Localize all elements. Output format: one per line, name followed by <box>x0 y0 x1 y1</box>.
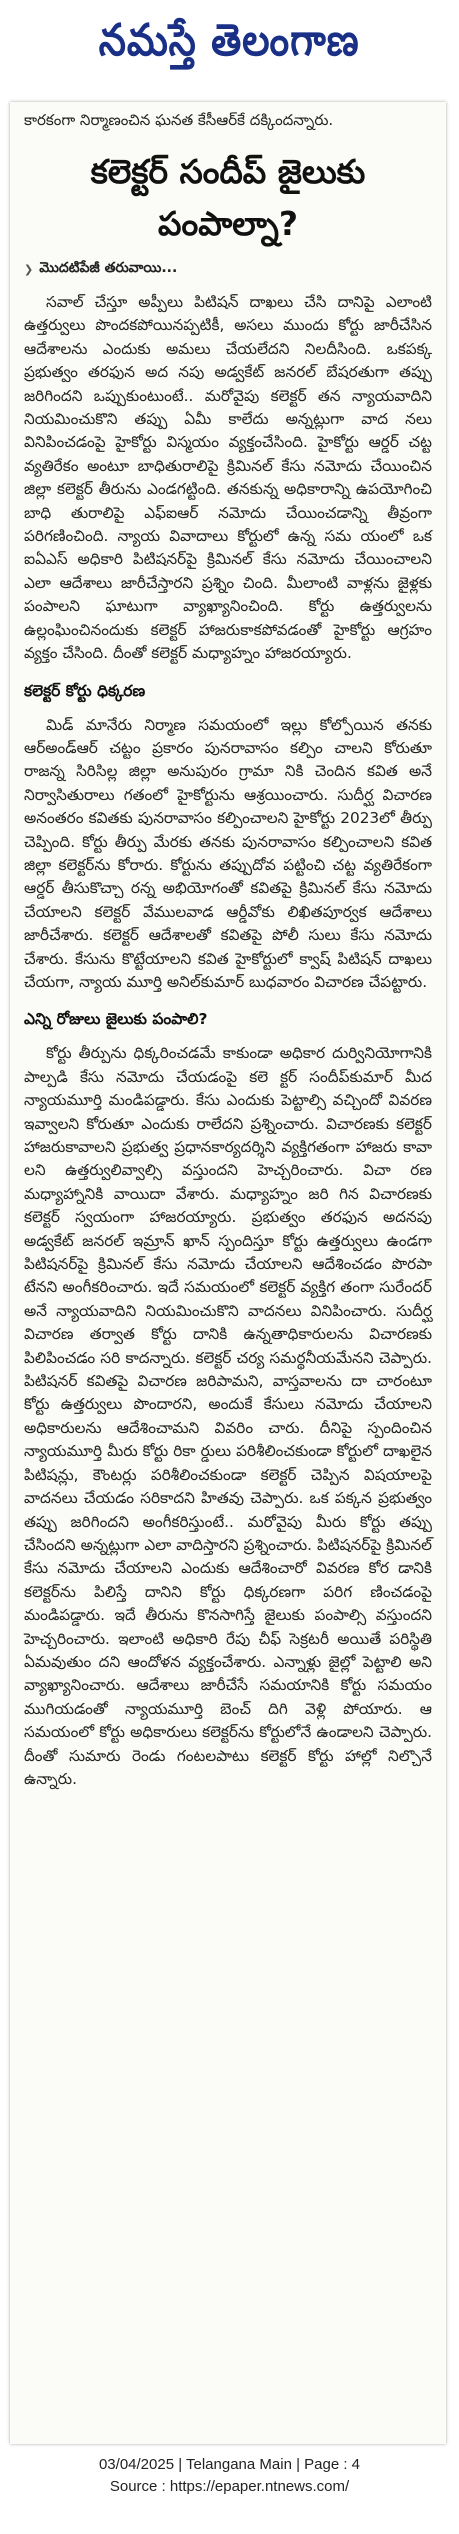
news-clipping <box>10 102 446 2444</box>
body-paragraph: కోర్టు తీర్పును ధిక్కరించడమే కాకుండా అధికార దుర్వినియోగానికి పాల్పడి కేసు నమోదు చేయడంపై కలె క్టర్ సందీప్‌కుమార్ మీద న్యాయమూర్తి మండిపడ్డారు. కేసు ఎందుకు పెట్టాల్సి వచ్చిందో వివరణ ఇవ్వాలని కోరుతూ ఎందుకు రాలేదని ప్రశ్నించారు. విచారణకు కలెక్టర్ హాజరుకావాలని ప్రభుత్వ ప్రధానకార్యదర్శిని వ్యక్తిగతంగా హాజరు కావా లని ఉత్తర్వులివ్వాల్సి వస్తుందని హెచ్చరించారు. విచా రణ మధ్యాహ్నానికి వాయిదా వేశారు. మధ్యాహ్నం జరి గిన విచారణకు కలెక్టర్ స్వయంగా హాజరయ్యారు. ప్రభుత్వం తరఫున అదనపు అడ్వకేట్ జనరల్ ఇమ్రాన్ ఖాన్ స్పందిస్తూ కోర్టు ఉత్తర్వులు ఉండగా పిటిషనర్‌పై క్రిమినల్ కేసు నమోదు చేయాలని ఆదేశించడం పొరపా టేనని అంగీకరించారు. ఇదే సమయంలో కలెక్టర్ వ్యక్తిగ తంగా సురేందర్ అనే న్యాయవాదిని నియమించుకొని వాదనలు వినిపించారు. సుదీర్ఘ విచారణ తర్వాత కోర్టు దానికి ఉన్నతాధికారులను విచారణకు పిలిపించడం సరి కాదన్నారు. కలెక్టర్ చర్య సమర్థనీయమేనని చెప్పారు. పిటిషనర్ కవితపై విచారణ జరిపామని, వాస్తవాలను దా చారంటూ కోర్టు ఉత్తర్వులు పొందారని, అందుకే కేసులు నమోదు చేయాలని అధికారులను ఆదేశించామని వివరిం చారు. దీనిపై స్పందించిన న్యాయమూర్తి మీరు కోర్టు రికా ర్డులు పరిశీలించకుండా కోర్టులో దాఖలైన పిటిషన్లు, కౌంటర్లు పరిశీలించకుండా కలెక్టర్ చెప్పిన విషయాలపై వాదనలు చేయడం సరికాదని హితవు చెప్పారు. ఒక పక్కన ప్రభుత్వం తప్పు జరిగిందని అంగీకరిస్తుంటే.. మరోవైపు మీరు కోర్టు తప్పు చేసిందని అన్నట్లుగా ఎలా వాదిస్తారని ప్రశ్నించారు. పిటిషనర్‌పై క్రిమినల్ కేసు నమోదు చేయాలని ఎందుకు ఆదేశించారో వివరణ కోర డానికి కలెక్టర్‌ను పిలిస్తే దానిని కోర్టు ధిక్కరణగా పరిగ ణించడంపై మండిపడ్డారు. ఇదే తీరును కొనసాగిస్తే జైలుకు పంపాల్సి వస్తుందని హెచ్చరించారు. ఇలాంటి అధికారి రేపు చీఫ్ సెక్రటరీ అయితే పరిస్థితి ఏమవుతుం దని ఆందోళన వ్యక్తంచేశారు. ఎన్నాళ్లు జైల్లో పెట్టాలి అని వ్యాఖ్యానించారు. ఆదేశాలు జారీచేసే సమయానికి కోర్టు సమయం ముగియడంతో న్యాయమూర్తి బెంచ్ దిగి వెళ్లి పోయారు. ఆ సమయంలో కోర్టు అధికారులు కలెక్టర్‌ను కోర్టులోనే ఉండాలని చెప్పారు. దీంతో సుమారు రెండు గంటలపాటు కలెక్టర్ కోర్టు హాల్లో నిల్చొనే ఉన్నారు. <box>24 1044 432 1788</box>
section-heading: ఎన్ని రోజులు జైలుకు పంపాలి? <box>24 1010 208 1029</box>
lead-in-line: కారకంగా నిర్మాణంచిన ఘనత కేసీఆర్‌కే దక్కిందన్నారు. <box>24 111 334 129</box>
kicker-label: మొదటిపేజీ తరువాయి... <box>39 260 178 276</box>
headline: కలెక్టర్ సందీప్ జైలుకు పంపాల్నా? <box>90 152 366 243</box>
edition-meta: 03/04/2025 | Telangana Main | Page : 4 <box>98 2456 361 2473</box>
masthead <box>0 0 459 92</box>
body-paragraph: సవాల్ చేస్తూ అప్పీలు పిటిషన్ దాఖలు చేసి దానిపై ఎలాంటి ఉత్తర్వులు పొందకపోయినప్పటికీ, అసలు ముందు కోర్టు జారీచేసిన ఆదేశాలను ఎందుకు అమలు చేయలేదని నిలదీసింది. ఒకపక్క ప్రభుత్వం తరఫున అద నపు అడ్వకేట్ జనరల్ బేషరతుగా తప్పు జరిగిందని ఒప్పుకుంటుంటే.. మరోవైపు కలెక్టర్ తన న్యాయవాదిని నియమించుకొని తప్పు ఏమీ కాలేదు అన్నట్లుగా వాద నలు వినిపించడంపై హైకోర్టు విస్మయం వ్యక్తంచేసింది. హైకోర్టు ఆర్డర్ చట్ట వ్యతిరేకం అంటూ బాధితురాలిపై క్రిమినల్ కేసు నమోదు చేయించిన జిల్లా కలెక్టర్ తీరును ఎండగట్టింది. తనకున్న అధికారాన్ని ఉపయోగించి బాధి తురాలిపై ఎఫ్ఐఆర్ నమోదు చేయించడాన్ని తీవ్రంగా పరిగణించింది. న్యాయ వివాదాలు కోర్టులో ఉన్న సమ యంలో ఒక ఐఏఎస్ అధికారి పిటిషనర్‌పై క్రిమినల్ కేసు నమోదు చేయించాలని ఎలా ఆదేశాలు జారీచేస్తారని ప్రశ్నిం చింది. మీలాంటి వాళ్లను జైళ్లకు పంపాలని ఘాటుగా వ్యాఖ్యానించింది. కోర్టు ఉత్తర్వులను ఉల్లంఘించినందుకు కలెక్టర్ హాజరుకాకపోవడంతో హైకోర్టు ఆగ్రహం వ్యక్తం చేసింది. దీంతో కలెక్టర్ మధ్యాహ్నం హాజరయ్యారు. <box>24 293 432 663</box>
page-footer <box>0 2454 459 2498</box>
source-link[interactable]: Source : https://epaper.ntnews.com/ <box>109 2478 350 2495</box>
continued-kicker <box>24 260 432 279</box>
section-heading: కలెక్టర్ కోర్టు ధిక్కరణ <box>24 681 146 700</box>
chevron-right-icon: ❯ <box>24 263 34 276</box>
body-paragraph: మిడ్ మానేరు నిర్మాణ సమయంలో ఇల్లు కోల్పోయిన తనకు ఆర్‌అండ్‌ఆర్ చట్టం ప్రకారం పునరావాసం కల్పిం చాలని కోరుతూ రాజన్న సిరిసిల్ల జిల్లా అనుపురం గ్రామా నికి చెందిన కవిత అనే నిర్వాసితురాలు గతంలో హైకోర్టును ఆశ్రయించారు. సుదీర్ఘ విచారణ అనంతరం కవితకు పునరావాసం కల్పించాలని హైకోర్టు 2023లో తీర్పు చెప్పింది. కోర్టు తీర్పు మేరకు తనకు పునరావాసం కల్పించాలని కవిత జిల్లా కలెక్టర్‌ను కోరారు. కోర్టును తప్పుదోవ పట్టించి చట్ట వ్యతిరేకంగా ఆర్డర్ తీసుకొచ్చా రన్న అభియోగంతో కవితపై క్రిమినల్ కేసు నమోదు చేయాలని కలెక్టర్ వేములవాడ ఆర్డీవోకు లిఖితపూర్వక ఆదేశాలు జారీచేశారు. కలెక్టర్ ఆదేశాలతో కవితపై పోలీ సులు కేసు నమోదు చేశారు. కేసును కొట్టేయాలని కవిత హైకోర్టులో క్వాష్ పిటిషన్ దాఖలు చేయగా, న్యాయ మూర్తి అనిల్‌కుమార్ బుధవారం విచారణ చేపట్టారు. <box>24 715 432 991</box>
masthead-logo: నమస్తే తెలంగాణ <box>99 15 360 66</box>
